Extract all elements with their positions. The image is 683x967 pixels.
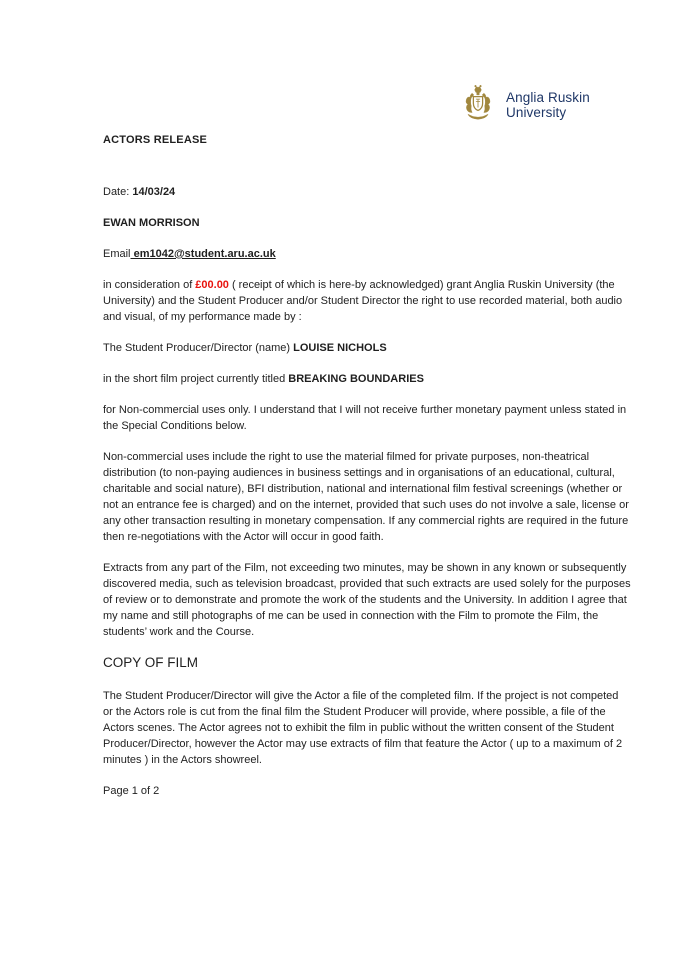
- date-line: [103, 184, 631, 200]
- film-title: BREAKING BOUNDARIES: [288, 373, 424, 385]
- uses-paragraph: Non-commercial uses include the right to use the material filmed for private purposes, non-theatrical distribution (to non-paying audiences in business settings and in organisations of an educational, cultural, charitable and social nature), BFI distribution, national and international film festival screenings (whether or not an entrance fee is charged) and on the internet, provided that such uses do not involve a sale, license or any other transaction resulting in monetary compensation. If any commercial rights are required in the future then re-negotiations with the Actor will occur in good faith.: [103, 451, 629, 543]
- university-crest-icon: [456, 84, 500, 126]
- copy-of-film-heading: COPY OF FILM: [103, 655, 199, 670]
- logo-wordmark: [506, 90, 590, 120]
- producer-line-label: The Student Producer/Director (name): [103, 342, 291, 354]
- date-value: 14/03/24: [132, 186, 176, 198]
- consideration-post: ( receipt of which is here-by acknowledged) grant Anglia Ruskin University (the University) and the Student Producer and/or Student Director the right to use recorded material, both audio and visual, of my performance made by :: [103, 279, 623, 323]
- logo-wordmark-line2: University: [506, 105, 567, 120]
- email-address: em1042@student.aru.ac.uk: [130, 248, 276, 260]
- film-title-line: [103, 371, 631, 387]
- email-line: [103, 246, 631, 262]
- actor-name: EWAN MORRISON: [103, 217, 200, 229]
- document-title: ACTORS RELEASE: [103, 134, 208, 146]
- copy-of-film-paragraph: The Student Producer/Director will give the Actor a file of the completed film. If the project is not competed or the Actors role is cut from the final film the Student Producer will provide, where possible, a file of the Actors scenes. The Actor agrees not to exhibit the film in public without the written consent of the Student Producer/Director, however the Actor may use extracts of film that feature the Actor ( up to a maximum of 2 minutes ) in the Actors showreel.: [103, 690, 623, 766]
- fee-amount: £00.00: [195, 279, 229, 291]
- logo-wordmark-line1: Anglia Ruskin: [506, 90, 590, 105]
- noncommercial-paragraph: for Non-commercial uses only. I understand that I will not receive further monetary payment unless stated in the Special Conditions below.: [103, 404, 627, 432]
- extracts-paragraph: Extracts from any part of the Film, not exceeding two minutes, may be shown in any known or subsequently discovered media, such as television broadcast, provided that such extracts are used solely for the purposes of review or to demonstrate and promote the work of the students and the University. In addition I agree that my name and still photographs of me can be used in connection with the Film to promote the Film, the students’ work and the Course.: [103, 562, 631, 638]
- date-label: Date:: [103, 186, 130, 198]
- email-label: Email: [103, 248, 131, 260]
- producer-name: LOUISE NICHOLS: [293, 342, 387, 354]
- document-content: [103, 132, 631, 814]
- university-logo: [456, 84, 590, 126]
- consideration-pre: in consideration of: [103, 279, 193, 291]
- producer-line: [103, 340, 631, 356]
- film-title-label: in the short film project currently titled: [103, 373, 286, 385]
- consideration-paragraph: [103, 277, 631, 325]
- page-number: Page 1 of 2: [103, 785, 160, 797]
